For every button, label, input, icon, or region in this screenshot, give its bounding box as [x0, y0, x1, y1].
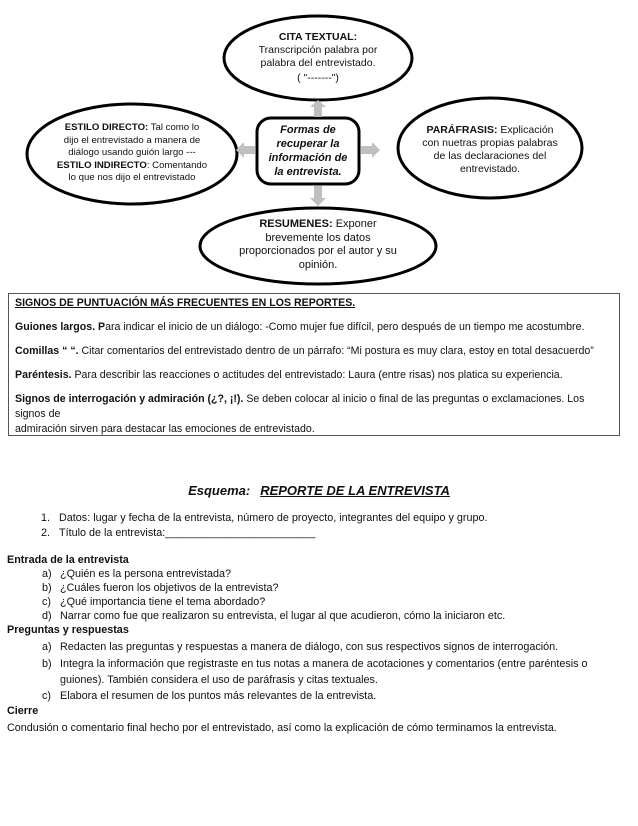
punct-text: Citar comentarios del entrevistado dentro de un párrafo: “Mi postura es muy clara, estoy en total desacuerdo” — [78, 345, 594, 357]
estilo-indirecto-title: ESTILO INDIRECTO — [56, 159, 147, 171]
punct-row-parentesis — [15, 368, 613, 383]
punct-row-signos — [15, 392, 613, 422]
estilo-line — [40, 122, 224, 135]
schema-item — [41, 511, 488, 525]
entrada-item — [42, 595, 265, 609]
item-letter: c) — [42, 596, 51, 608]
parafrasis-line: con nuetras propias palabras — [422, 137, 558, 149]
item-text: ¿Qué importancia tiene el tema abordado? — [60, 596, 266, 608]
punct-row-signos-cont: admiración sirven para destacar las emociones de entrevistado. — [15, 423, 315, 435]
entrada-heading: Entrada de la entrevista — [7, 554, 129, 566]
cita-line: ( "-------") — [297, 72, 339, 84]
cierre-heading: Cierre — [7, 705, 39, 717]
item-text: ¿Quién es la persona entrevistada? — [60, 568, 232, 580]
cita-line: palabra del entrevistado. — [260, 57, 376, 69]
item-text: Datos: lugar y fecha de la entrevista, número de proyecto, integrantes del equipo y grupo. — [59, 512, 488, 524]
center-line: la entrevista. — [274, 166, 342, 178]
parafrasis-text — [405, 124, 575, 176]
item-letter: a) — [42, 641, 52, 653]
punct-label: Paréntesis. — [15, 369, 72, 381]
estilo-line: dijo el entrevistado a manera de — [63, 134, 201, 146]
parafrasis-line — [405, 124, 575, 137]
schema-item — [41, 526, 315, 540]
preguntas-item — [42, 657, 588, 671]
estilo-indirecto-t1: : Comentando — [146, 159, 208, 171]
punct-label: Comillas “ “. — [15, 345, 79, 357]
punct-text: Para describir las reacciones o actitudes del entrevistado: Laura (entre risas) nos platica su experiencia. — [71, 369, 563, 381]
estilo-directo-t1: Tal como lo — [148, 122, 200, 133]
item-letter: c) — [42, 690, 51, 702]
schema-title — [0, 483, 638, 498]
arrow-down-icon — [310, 186, 326, 206]
punct-row-comillas — [15, 344, 613, 359]
schema-title-text: REPORTE DE LA ENTREVISTA — [260, 483, 450, 498]
item-text: Integra la información que registraste en tus notas a manera de acotaciones y comentarios (entre paréntesis o — [60, 658, 588, 670]
item-text: Redacten las preguntas y respuestas a manera de diálogo, con sus respectivos signos de interrogación. — [60, 641, 559, 653]
parafrasis-line: de las declaraciones del — [433, 150, 547, 162]
item-letter: b) — [42, 658, 52, 670]
preguntas-item — [42, 673, 378, 687]
cita-line: Transcripción palabra por — [258, 44, 378, 56]
item-number: 2. — [41, 527, 51, 539]
schema-label: Esquema: — [188, 483, 251, 498]
item-text: guiones). También considera el uso de paráfrasis y citas textuales. — [60, 674, 378, 686]
item-text: Elabora el resumen de los puntos más relevantes de la entrevista. — [60, 690, 377, 702]
punct-row-guiones — [15, 320, 613, 335]
entrada-item — [42, 581, 278, 595]
resumenes-line: proporcionados por el autor y su — [239, 245, 397, 257]
center-text — [259, 123, 357, 179]
arrow-left-icon — [236, 142, 255, 158]
item-number: 1. — [41, 512, 51, 524]
preguntas-item — [42, 640, 558, 654]
parafrasis-line: entrevistado. — [459, 163, 521, 175]
arrow-right-icon — [361, 142, 380, 158]
resumenes-line: brevemente los datos — [265, 231, 371, 244]
punct-label: Signos de interrogación y admiración (¿?, ¡!). — [15, 393, 244, 405]
estilo-line: diálogo usando guión largo --- — [68, 147, 196, 158]
estilo-directo-title: ESTILO DIRECTO: — [64, 122, 149, 133]
estilo-line: lo que nos dijo el entrevistado — [68, 172, 196, 183]
cierre-text: Condusión o comentario final hecho por el entrevistado, así como la explicación de cómo terminamos la entrevista. — [7, 722, 557, 734]
item-text: Título de la entrevista:_________________________ — [59, 527, 316, 539]
item-letter: a) — [42, 568, 52, 580]
punct-text: ara indicar el inicio de un diálogo: -Como mujer fue difícil, pero después de un tiempo me acostumbre. — [105, 321, 585, 333]
center-line: información de — [268, 152, 348, 164]
resumenes-t1: Exponer — [332, 218, 377, 230]
arrow-up-icon — [310, 100, 326, 117]
resumenes-line — [218, 218, 418, 232]
estilo-text — [40, 122, 224, 185]
center-line: recuperar la — [276, 138, 340, 150]
punct-label: Guiones largos. P — [15, 321, 106, 333]
resumenes-line: opinión. — [298, 258, 338, 271]
resumenes-text — [218, 218, 418, 272]
punct-text: Se deben colocar al inicio o final de las preguntas o exclamaciones. Los signos de — [15, 393, 585, 420]
punctuation-box — [8, 293, 620, 436]
parafrasis-title: PARÁFRASIS: — [426, 124, 498, 136]
estilo-line — [40, 160, 224, 173]
punctuation-title: SIGNOS DE PUNTUACIÓN MÁS FRECUENTES EN LOS REPORTES. — [15, 297, 356, 309]
item-text: Narrar como fue que realizaron su entrevista, el lugar al que acudieron, cómo la iniciaron etc. — [60, 610, 506, 622]
resumenes-title: RESUMENES: — [259, 218, 333, 230]
entrada-item — [42, 567, 231, 581]
cita-text — [238, 31, 398, 85]
cita-title: CITA TEXTUAL: — [278, 31, 358, 43]
entrada-item — [42, 609, 505, 623]
item-text: ¿Cuáles fueron los objetivos de la entrevista? — [60, 582, 279, 594]
preguntas-heading: Preguntas y respuestas — [7, 624, 129, 636]
item-letter: b) — [42, 582, 52, 594]
item-letter: d) — [42, 610, 52, 622]
center-line: Formas de — [280, 124, 336, 136]
preguntas-item — [42, 689, 376, 703]
parafrasis-t1: Explicación — [497, 124, 554, 136]
